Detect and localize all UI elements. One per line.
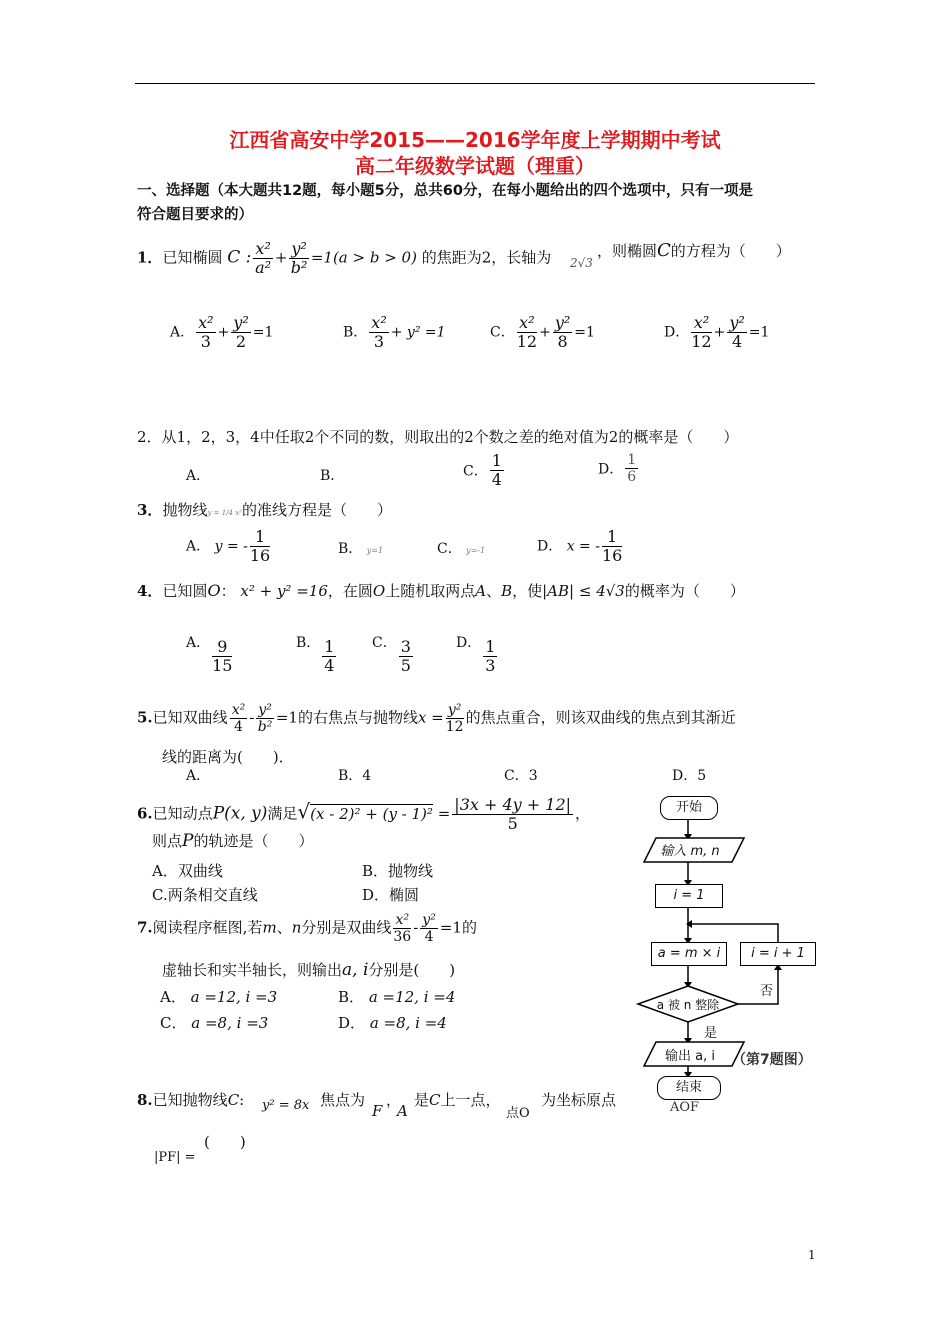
q5-text-cont: 线的距离为( )． [162, 748, 294, 766]
question-3: 3．抛物线y = 1/4 x²的准线方程是（ ） [137, 501, 392, 519]
q5-option-a[interactable]: A． [186, 768, 211, 784]
q6-option-a[interactable]: A．双曲线 [152, 862, 223, 880]
top-rule [135, 83, 815, 84]
q3-parabola: y = 1/4 x² [207, 509, 242, 517]
flowchart-increment: i = i + 1 [740, 942, 816, 966]
flowchart-end: 结束 [657, 1076, 721, 1100]
flowchart-yes: 是 [704, 1026, 718, 1041]
q5-option-d[interactable]: D．5 [672, 768, 707, 784]
flowchart-no: 否 [760, 984, 774, 999]
q1-option-d[interactable]: D． $\frac{\text{x²}}{12}$ + $\frac{\text{y²}}{4}$ =1 [664, 313, 770, 351]
question-7: 7.阅读程序框图,若m、n分别是双曲线 $\frac{\text{x²}}{36}$ - $\frac{\text{y²}}{4}$ =1的 [137, 912, 477, 945]
q8-parabola: y² = 8x [262, 1098, 310, 1113]
flowchart-input: 输入 m, n [660, 844, 720, 859]
q3-option-a[interactable]: A． y = - $\frac{1}{16}$ [186, 527, 271, 565]
q1-long-axis: 2√3 [570, 256, 593, 270]
q2-option-a[interactable]: A． [186, 468, 211, 484]
question-number: 1． [137, 248, 163, 267]
q1-option-c[interactable]: C． $\frac{\text{x²}}{12}$ + $\frac{\text{y²}}{8}$ =1 [490, 313, 595, 351]
q8-paren: ( ) [204, 1133, 246, 1151]
q4-option-c[interactable]: C． $\frac{3}{5}$ [372, 635, 411, 675]
q6-option-d[interactable]: D．椭圆 [362, 886, 420, 904]
question-8: 8.已知抛物线C: [137, 1091, 245, 1109]
question-5: 5.已知双曲线 $\frac{\text{x²}}{4}$ - $\frac{\text{y²}}{\text{b²}}$ =1的右焦点与抛物线x = $\frac{\text{y²}}{12}$ 的焦点重合，则该双曲线的焦点到其渐近 [137, 702, 736, 735]
q8-F: F [372, 1102, 383, 1120]
flowchart-decision: a 被 n 整除 [656, 998, 720, 1012]
flowchart-output: 输出 a, i [665, 1049, 715, 1064]
q2-option-b[interactable]: B． [320, 468, 345, 484]
question-4: 4．已知圆O： x² + y² =16，在圆O上随机取两点A、B，使|AB| ≤ 4√3的概率为（ ） [137, 581, 745, 600]
section-heading-cont: 符合题目要求的） [137, 207, 253, 223]
q8-comma: ， [386, 1091, 402, 1109]
section-heading: 一、选择题（本大题共12题，每小题5分，总共60分，在每小题给出的四个选项中，只有一项是 [137, 183, 753, 199]
question-1: 1．已知椭圆 C : $\frac{\text{x²}}{\text{a²}}$ + $\frac{\text{y²}}{\text{b²}}$ =1(a > b > 0) 的焦距为2，长轴为 [137, 239, 552, 277]
q4-option-a[interactable]: A． $\frac{9}{15}$ [186, 635, 233, 675]
q4-option-b[interactable]: B． $\frac{1}{4}$ [296, 635, 335, 675]
q8-pf: |PF| = [154, 1150, 196, 1165]
q7-option-b[interactable]: B． a =12, i =4 [338, 988, 456, 1006]
q5-option-c[interactable]: C．3 [504, 768, 538, 784]
q6-option-c[interactable]: C.两条相交直线 [152, 886, 258, 904]
q8-text: 是C上一点， [414, 1091, 501, 1109]
q7-option-c[interactable]: C． a =8, i =3 [160, 1014, 269, 1032]
question-6: 6.已知动点P(x, y)满足√(x - 2)² + (y - 1)² = $\frac{|3x + 4y + 12|}{5}$ ， [137, 795, 591, 833]
q8-A: A [397, 1102, 408, 1120]
page-number: 1 [808, 1248, 816, 1262]
question-2: 2．从1，2，3，4中任取2个不同的数，则取出的2个数之差的绝对值为2的概率是（ ） [137, 428, 739, 446]
q1-rhs: =1(a > b > 0) [310, 248, 417, 267]
q4-option-d[interactable]: D． $\frac{1}{3}$ [456, 635, 496, 675]
frac: $\frac{\text{y²}}{\text{b²}}$ [290, 239, 308, 277]
title-line1: 江西省高安中学2015——2016学年度上学期期中考试 [229, 128, 721, 152]
q1-C: C : [227, 247, 252, 268]
q8-focus-label: 焦点为 [320, 1091, 366, 1109]
flowchart-start: 开始 [660, 796, 718, 820]
q1-option-a[interactable]: A． $\frac{\text{x²}}{3}$ + $\frac{\text{y²}}{2}$ =1 [170, 313, 274, 351]
q6-root: (x - 2)² + (y - 1)² [310, 804, 433, 823]
q6-text-cont: 则点P的轨迹是（ ） [152, 831, 314, 851]
q7-option-a[interactable]: A． a =12, i =3 [160, 988, 278, 1006]
q3-option-d[interactable]: D． x = - $\frac{1}{16}$ [537, 527, 623, 565]
q1-option-b[interactable]: B． $\frac{\text{x²}}{3}$ + y² =1 [343, 313, 446, 351]
q8-origin: 点O [506, 1106, 530, 1121]
q2-option-c[interactable]: C． $\frac{1}{4}$ [463, 451, 502, 489]
q1-tail: ，则椭圆C的方程为（ ） [597, 240, 791, 261]
flowchart-init: i = 1 [655, 884, 723, 908]
q2-option-d[interactable]: D． $\frac{1}{6}$ [598, 452, 637, 485]
q1-text: 已知椭圆 [162, 248, 223, 267]
q8-origin-label: 为坐标原点 [541, 1091, 617, 1109]
q3-option-b[interactable]: B． y=1 [338, 541, 384, 557]
flowchart-assign: a = m × i [651, 942, 727, 966]
frac: $\frac{\text{x²}}{\text{a²}}$ [255, 239, 272, 277]
q7-option-d[interactable]: D． a =8, i =4 [338, 1014, 447, 1032]
title-line2: 高二年级数学试题（理重） [355, 154, 595, 178]
flowchart-caption: （第7题图） [732, 1052, 812, 1068]
q3-option-c[interactable]: C． y=-1 [437, 541, 486, 557]
q5-option-b[interactable]: B．4 [338, 768, 372, 784]
q7-text-cont: 虚轴长和实半轴长，则输出a, i分别是( ) [162, 960, 456, 980]
q6-option-b[interactable]: B．抛物线 [362, 862, 434, 880]
q8-triangle: AOF [670, 1100, 700, 1115]
q4-condition: |AB| ≤ 4√3 [542, 582, 625, 600]
